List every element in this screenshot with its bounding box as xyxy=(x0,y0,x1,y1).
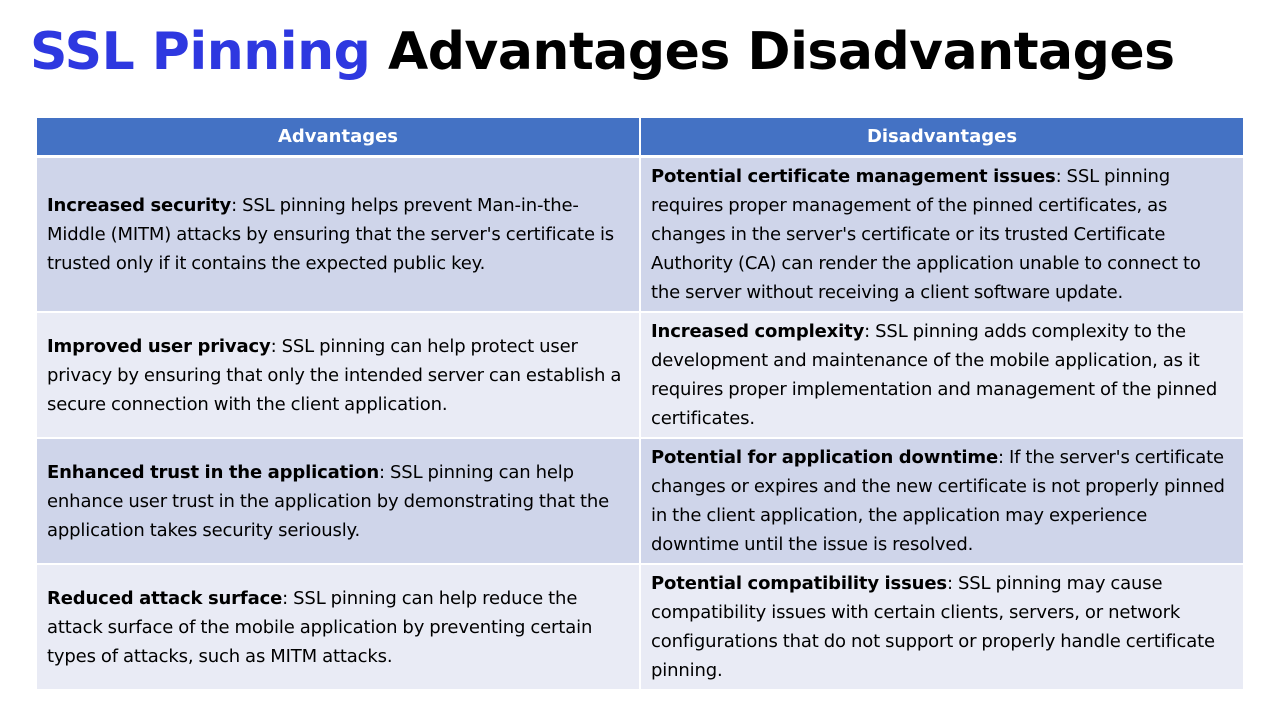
advantage-term: Reduced attack surface xyxy=(47,587,283,609)
advantage-cell xyxy=(37,157,640,313)
title-rest: Advantages Disadvantages xyxy=(387,22,1175,82)
header-advantages: Advantages xyxy=(37,118,640,157)
title-accent: SSL Pinning xyxy=(30,22,371,82)
comparison-table xyxy=(37,118,1243,691)
disadvantage-text: : SSL pinning may cause compatibility issues with certain clients, servers, or network configurations that do not support or properly handle certificate pinning. xyxy=(651,573,1215,681)
disadvantage-term: Increased complexity xyxy=(651,321,865,342)
table-header-row xyxy=(37,118,1243,157)
slide-title xyxy=(30,14,1175,90)
advantage-term: Enhanced trust in the application xyxy=(47,461,380,483)
disadvantage-term: Potential certificate management issues xyxy=(651,166,1056,187)
advantage-text: : SSL pinning helps prevent Man-in-the-Middle (MITM) attacks by ensuring that the server's certificate is trusted only if it contains the expected public key. xyxy=(47,195,615,274)
disadvantage-term: Potential compatibility issues xyxy=(651,573,947,594)
header-disadvantages: Disadvantages xyxy=(640,118,1243,157)
disadvantage-cell xyxy=(640,564,1243,690)
disadvantage-cell xyxy=(640,157,1243,313)
table-row xyxy=(37,312,1243,438)
advantage-text: : SSL pinning can help protect user privacy by ensuring that only the intended server can establish a secure connection with the client application. xyxy=(47,335,622,415)
advantage-cell xyxy=(37,312,640,438)
table-row xyxy=(37,438,1243,564)
disadvantage-text: : SSL pinning requires proper management of the pinned certificates, as changes in the server's certificate or its trusted Certificate Authority (CA) can render the application unable to connect to the server without receiving a client software update. xyxy=(651,166,1201,303)
disadvantage-cell xyxy=(640,312,1243,438)
advantage-term: Increased security xyxy=(47,195,232,216)
advantage-cell xyxy=(37,438,640,564)
disadvantage-term: Potential for application downtime xyxy=(651,447,999,468)
advantage-text: : SSL pinning can help enhance user trust in the application by demonstrating that the application takes security seriously. xyxy=(47,461,610,541)
disadvantage-cell xyxy=(640,438,1243,564)
advantage-cell xyxy=(37,564,640,690)
table-row xyxy=(37,157,1243,313)
advantage-text: : SSL pinning can help reduce the attack surface of the mobile application by preventing certain types of attacks, such as MITM attacks. xyxy=(47,587,593,667)
table-row xyxy=(37,564,1243,690)
advantage-term: Improved user privacy xyxy=(47,335,271,357)
disadvantage-text: : If the server's certificate changes or expires and the new certificate is not properly pinned in the client application, the application may experience downtime until the issue is resolved. xyxy=(651,447,1225,555)
disadvantage-text: : SSL pinning adds complexity to the development and maintenance of the mobile application, as it requires proper implementation and management of the pinned certificates. xyxy=(651,321,1218,429)
